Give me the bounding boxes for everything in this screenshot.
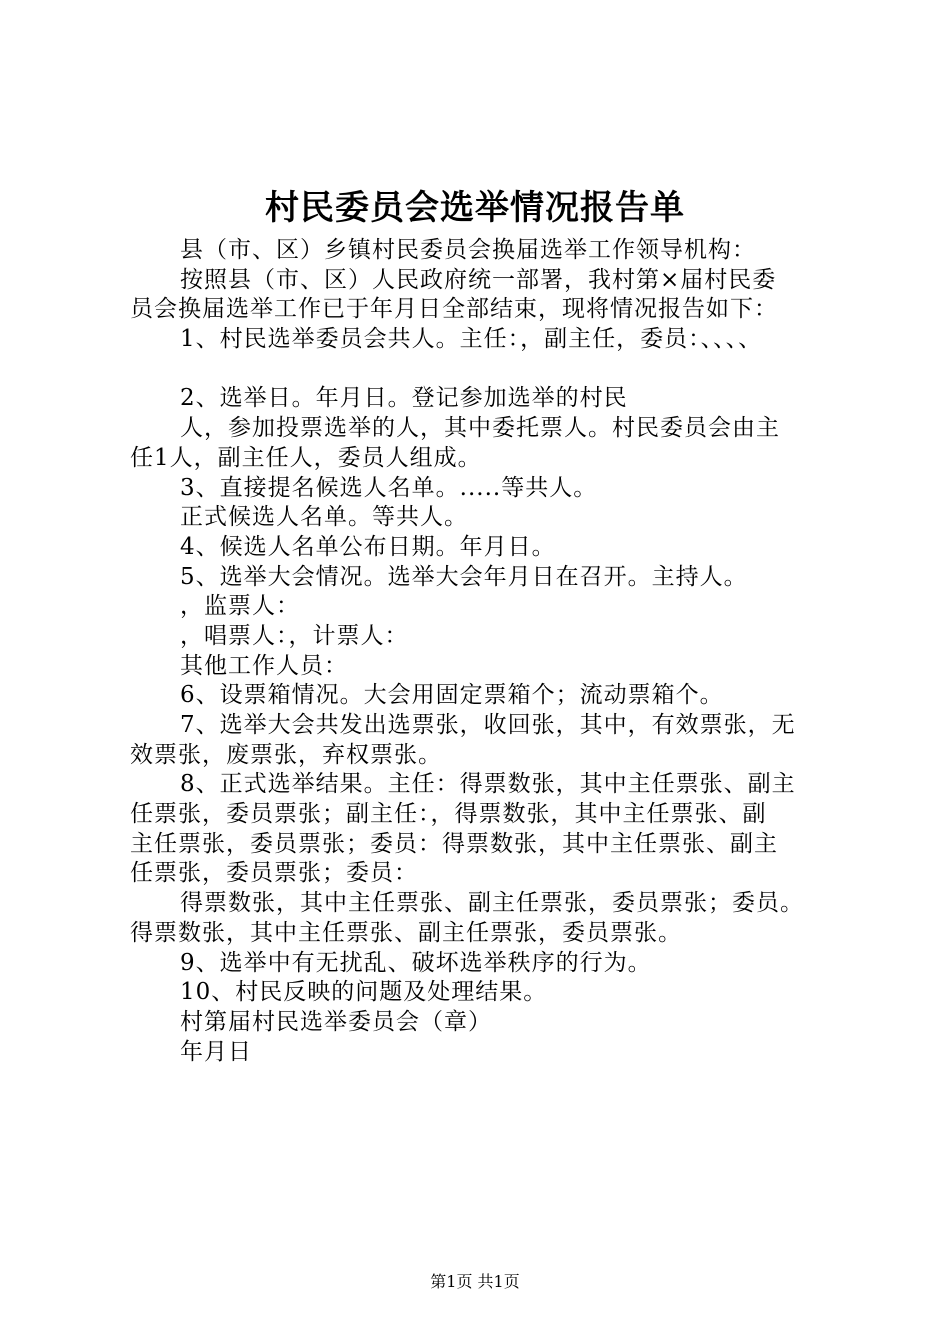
date-line: 年月日 bbox=[180, 1038, 252, 1065]
paragraph-line: 正式候选人名单。等共人。 bbox=[180, 504, 468, 531]
document-body bbox=[130, 236, 850, 1067]
item-2-line: 2、选举日。年月日。登记参加选举的村民 bbox=[180, 385, 628, 412]
document-title: 村民委员会选举情况报告单 bbox=[265, 188, 685, 228]
item-6-line: 6、设票箱情况。大会用固定票箱个；流动票箱个。 bbox=[180, 682, 724, 709]
item-8-line: 8、正式选举结果。主任：得票数张，其中主任票张、副主 bbox=[180, 771, 796, 798]
paragraph-line: 人，参加投票选举的人，其中委托票人。村民委员会由主 bbox=[180, 415, 780, 442]
paragraph-line: 任1人，副主任人，委员人组成。 bbox=[130, 444, 482, 471]
paragraph-line: 得票数张，其中主任票张、副主任票张，委员票张。 bbox=[130, 919, 682, 946]
paragraph-line: 任票张，委员票张；副主任：，得票数张，其中主任票张、副 bbox=[130, 801, 767, 828]
addressee-line: 县（市、区）乡镇村民委员会换届选举工作领导机构： bbox=[180, 237, 756, 263]
paragraph-line: 主任票张，委员票张；委员：得票数张，其中主任票张、副主 bbox=[130, 830, 778, 857]
paragraph-line: 按照县（市、区）人民政府统一部署，我村第×届村民委 bbox=[180, 266, 777, 293]
item-9-line: 9、选举中有无扰乱、破坏选举秩序的行为。 bbox=[180, 949, 652, 976]
paragraph-line: 其他工作人员： bbox=[180, 652, 348, 679]
item-4-line: 4、候选人名单公布日期。年月日。 bbox=[180, 533, 556, 560]
blank-line bbox=[130, 355, 850, 385]
item-1-line: 1、村民选举委员会共人。主任：，副主任，委员：、、、、 bbox=[180, 326, 763, 353]
paragraph-line: 员会换届选举工作已于年月日全部结束，现将情况报告如下： bbox=[130, 296, 778, 323]
paragraph-line: ，唱票人：，计票人： bbox=[180, 622, 409, 649]
paragraph-line: 任票张，委员票张；委员： bbox=[130, 860, 418, 887]
page-footer: 第1页 共1页 bbox=[430, 1272, 520, 1291]
item-5-line: 5、选举大会情况。选举大会年月日在召开。主持人。 bbox=[180, 563, 748, 590]
item-7-line: 7、选举大会共发出选票张，收回张，其中，有效票张，无 bbox=[180, 712, 796, 738]
paragraph-line: 效票张，废票张，弃权票张。 bbox=[130, 741, 442, 768]
item-10-line: 10、村民反映的问题及处理结果。 bbox=[180, 979, 548, 1006]
signature-line: 村第届村民选举委员会（章） bbox=[180, 1008, 492, 1035]
paragraph-line: ，监票人： bbox=[180, 593, 300, 620]
item-3-line: 3、直接提名候选人名单。.....等共人。 bbox=[180, 474, 598, 501]
paragraph-line: 得票数张，其中主任票张、副主任票张，委员票张；委员。 bbox=[180, 890, 804, 917]
